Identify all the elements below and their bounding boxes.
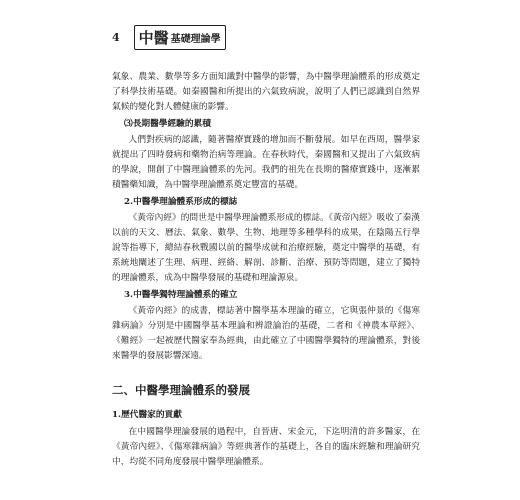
section-heading: 二、中醫學理論體系的發展 — [112, 383, 250, 397]
book-title-logo — [134, 25, 226, 50]
paragraph-1: 氣象、農業、數學等多方面知識對中醫學的影響，為中醫學理論體系的形成奠定了科學技術基礎。如秦國醫和所提出的六氣致病說，說明了人們已認識到自然界氣候的變化對人體健康的影響。 — [112, 72, 420, 112]
item-heading-3: 3.中醫學獨特理論體系的確立 — [124, 290, 238, 300]
item-heading-2: 2.中醫學理論體系形成的標誌 — [124, 197, 238, 207]
paragraph-4: 《黃帝內經》的成書，標誌著中醫學基本理論的確立，它與張仲景的《傷寒雜病論》分別是中國醫學基本理論和辨證論治的基礎，二者和《神農本草經》、《難經》一起被歷代醫家奉為經典，由此確立了中國醫學獨特的理論體系，對後來醫學的發展影響深遠。 — [112, 306, 420, 361]
subsection-heading-3: ⑶長期醫學經驗的累積 — [124, 119, 211, 129]
paragraph-3: 《黃帝內經》的問世是中醫學理論體系形成的標誌。《黃帝內經》吸收了秦漢以前的天文、曆法、氣象、數學、生物、地理等多種學科的成果，在陰陽五行學說等指導下，總結春秋戰國以前的醫學成就和治療經驗，奠定中醫學的基礎，有系統地闡述了生理、病理、經絡、解剖、診斷、治療、預防等問題，建立了獨特的理論體系，成為中醫學發展的基礎和理論源泉。 — [112, 213, 420, 283]
book-title-small: 基礎理論學 — [170, 33, 221, 45]
item-heading-1: 1.歷代醫家的貢獻 — [112, 410, 182, 420]
book-title-large: 中醫 — [138, 28, 169, 47]
paragraph-5: 在中國醫學理論發展的過程中，自晉唐、宋金元，下迄明清的許多醫家，在《黃帝內經》、《傷寒雜病論》等經典著作的基礎上，各自的臨床經驗和理論研究中，均從不同角度發展中醫學理論體系。 — [112, 427, 420, 467]
paragraph-2: 人們對疾病的認識，隨著醫療實踐的增加而不斷發展。如早在西周，醫學家就提出了四時發病和藥物治病等理論。在春秋時代，秦國醫和又提出了六氣致病的學說，開創了中醫理論體系的先河。我們的祖先在長期的醫療實踐中，逐漸累積醫藥知識，為中醫學理論體系奠定豐富的基礎。 — [112, 135, 420, 190]
page-content — [112, 70, 420, 470]
running-header — [112, 26, 226, 48]
page-number: 4 — [112, 30, 120, 44]
